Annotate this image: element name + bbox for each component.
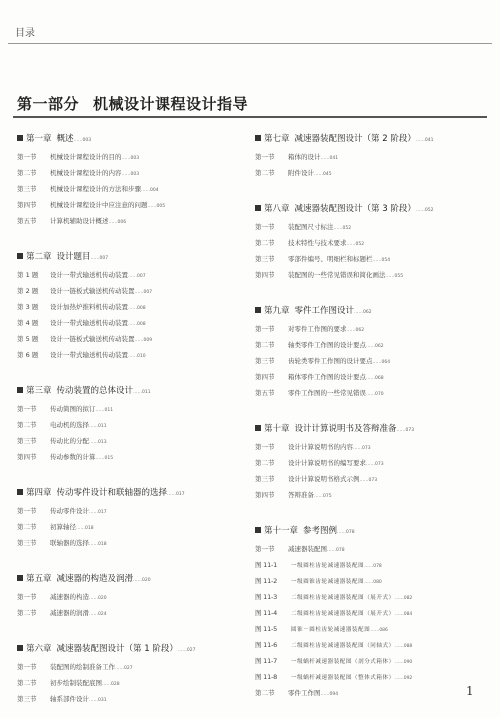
toc-section[interactable] [17, 216, 242, 232]
toc-chapter[interactable] [17, 486, 242, 500]
page-ref: ……013 [89, 440, 107, 445]
section-number: 第二节 [255, 239, 275, 247]
section-number: 第四节 [17, 453, 37, 461]
section-title: 传动比的分配 [50, 437, 89, 445]
figure-number: 图 11-6 [255, 641, 278, 649]
toc-section[interactable] [17, 522, 242, 538]
page-ref: ……007 [128, 274, 146, 279]
section-title: 电动机的选择 [50, 421, 89, 429]
toc-section[interactable] [255, 238, 490, 254]
section-number: 第 5 题 [17, 335, 39, 343]
toc-figure[interactable] [255, 672, 490, 688]
chapter-bullet-icon [17, 489, 23, 495]
section-number: 第一节 [255, 325, 275, 333]
figure-number: 图 11-7 [255, 657, 278, 665]
toc-section[interactable] [17, 452, 242, 468]
page-ref: ……017 [167, 492, 185, 497]
section-title: 设计一带式输送机传动装置 [50, 271, 128, 279]
figure-number: 图 11-2 [255, 577, 278, 585]
figure-title: 一级圆锥齿轮减速器装配图 [291, 579, 365, 585]
section-title: 传动参数的计算 [50, 453, 96, 461]
toc-section[interactable] [17, 318, 242, 334]
section-number: 第 3 题 [17, 303, 39, 311]
chapter-number: 第十一章 [264, 526, 299, 536]
chapter-bullet-icon [255, 205, 261, 211]
figure-number: 图 11-8 [255, 673, 278, 681]
section-number: 第 4 题 [17, 319, 39, 327]
toc-chapter[interactable] [255, 524, 490, 538]
figure-title: 一级蜗杆减速器装配图（剖分式箱体） [291, 659, 395, 665]
toc-chapter[interactable] [255, 202, 490, 216]
toc-section[interactable] [17, 506, 242, 522]
section-title: 设计一链板式输送机传动装置 [50, 287, 135, 295]
toc-chapter[interactable] [17, 642, 242, 656]
page-ref: ……028 [102, 682, 120, 687]
toc-section[interactable] [17, 350, 242, 366]
figure-title: 一级蜗杆减速器装配图（整体式箱体） [291, 675, 395, 681]
part-title: 机械设计课程设计指导 [93, 95, 249, 113]
figure-title: 二级圆柱齿轮减速器装配图（展开式） [291, 611, 395, 617]
toc-gap [255, 286, 490, 304]
section-title: 减速器装配图 [288, 545, 327, 553]
section-number: 第二节 [17, 421, 37, 429]
chapter-number: 第九章 [264, 306, 290, 316]
chapter-number: 第五章 [26, 574, 52, 584]
section-number: 第二节 [17, 523, 37, 531]
chapter-number: 第三章 [26, 386, 52, 396]
chapter-number: 第六章 [26, 644, 52, 654]
figure-number: 图 11-5 [255, 625, 278, 633]
section-number: 第四节 [255, 271, 275, 279]
page-ref: ……007 [90, 256, 109, 261]
section-number: 第三节 [17, 185, 37, 193]
section-number: 第二节 [255, 689, 275, 697]
page-ref: ……003 [73, 138, 92, 143]
section-title: 传动零件设计 [50, 507, 89, 515]
page-ref: ……007 [134, 290, 153, 295]
toc-figure[interactable] [255, 656, 490, 672]
page-ref: ……088 [394, 644, 413, 649]
chapter-title: 参考图例 [303, 526, 338, 536]
toc-section[interactable] [17, 404, 242, 420]
section-number: 第 6 题 [17, 351, 39, 359]
section-title: 联轴器的选择 [50, 539, 89, 547]
page-ref: ……031 [89, 698, 107, 703]
section-number: 第二节 [255, 341, 275, 349]
page-ref: ……009 [134, 338, 153, 343]
page-ref: ……052 [346, 242, 365, 247]
toc-section[interactable] [255, 458, 490, 474]
page-ref: ……008 [128, 322, 146, 327]
section-number: 第四节 [255, 491, 275, 499]
section-title: 设计一带式输送机传动装置 [50, 319, 128, 327]
toc-figure[interactable] [255, 592, 490, 608]
chapter-number: 第八章 [264, 204, 290, 214]
toc-gap [17, 468, 242, 486]
section-title: 减速器的构造 [50, 593, 89, 601]
section-title: 装配图的一些常见错误和简化画法 [288, 271, 386, 279]
page-ref: ……005 [147, 204, 166, 209]
section-title: 装配图尺寸标注 [288, 223, 334, 231]
toc-column-right [255, 132, 490, 704]
section-title: 轴类零件工作图的设计要点 [288, 341, 366, 349]
toc-section[interactable] [17, 662, 242, 678]
section-number: 第三节 [17, 695, 37, 703]
chapter-title: 减速器装配图设计（第 3 阶段） [294, 204, 416, 214]
toc-section[interactable] [17, 538, 242, 554]
chapter-number: 第十章 [264, 424, 290, 434]
chapter-bullet-icon [255, 425, 261, 431]
chapter-bullet-icon [255, 307, 261, 313]
chapter-title: 减速器装配图设计（第 2 阶段） [294, 134, 416, 144]
chapter-bullet-icon [17, 387, 23, 393]
section-number: 第一节 [255, 545, 275, 553]
chapter-title: 零件工作图设计 [294, 306, 355, 316]
page-ref: ……024 [89, 612, 107, 617]
figure-number: 图 11-3 [255, 593, 278, 601]
chapter-bullet-icon [17, 645, 23, 651]
toc-section[interactable] [17, 200, 242, 216]
toc-section[interactable] [255, 442, 490, 458]
page-ref: ……086 [370, 628, 388, 633]
page-ref: ……018 [89, 542, 107, 547]
chapter-number: 第二章 [26, 252, 52, 262]
figure-number: 图 11-1 [255, 561, 278, 569]
page-ref: ……018 [76, 526, 94, 531]
toc-gap [17, 232, 242, 250]
section-title: 机械设计课程设计中应注意的问题 [50, 201, 148, 209]
section-number: 第三节 [17, 437, 37, 445]
toc-section[interactable] [255, 490, 490, 506]
page-ref: ……080 [364, 580, 382, 585]
toc-section[interactable] [255, 270, 490, 286]
page-ref: ……084 [394, 612, 413, 617]
toc-section[interactable] [255, 340, 490, 356]
figure-title: 圆锥－圆柱齿轮减速器装配图 [291, 627, 371, 633]
chapter-title: 设计计算说明书及答辩准备 [294, 424, 397, 434]
section-number: 第一节 [17, 507, 37, 515]
page-ref: ……092 [394, 676, 413, 681]
section-number: 第二节 [17, 679, 37, 687]
page-ref: ……073 [353, 446, 371, 451]
toc-figure[interactable] [255, 640, 490, 656]
toc-figure[interactable] [255, 608, 490, 624]
toc-gap [17, 554, 242, 572]
page-ref: ……020 [89, 596, 107, 601]
toc-section[interactable] [255, 254, 490, 270]
toc-chapter[interactable] [17, 250, 242, 264]
section-number: 第一节 [17, 593, 37, 601]
section-title: 齿轮类零件工作图的设计要点 [288, 357, 373, 365]
chapter-title: 传动装置的总体设计 [56, 386, 134, 396]
toc-section[interactable] [17, 694, 242, 710]
toc-figure[interactable] [255, 576, 490, 592]
section-number: 第一节 [17, 405, 37, 413]
section-number: 第一节 [255, 153, 275, 161]
figure-title: 一级圆柱齿轮减速器装配图 [291, 563, 365, 569]
toc-chapter[interactable] [17, 384, 242, 398]
page-ref: ……027 [177, 648, 196, 653]
toc-gap [17, 366, 242, 384]
page-ref: ……073 [396, 428, 415, 433]
page-number: 1 [466, 684, 474, 698]
figure-number: 图 11-4 [255, 609, 278, 617]
part-rule [13, 116, 487, 118]
section-title: 传动简图的拟订 [50, 405, 96, 413]
section-title: 机械设计课程设计的内容 [50, 169, 122, 177]
section-number: 第四节 [17, 201, 37, 209]
toc-section[interactable] [17, 302, 242, 318]
section-number: 第一节 [255, 443, 275, 451]
section-title: 减速器的润滑 [50, 609, 89, 617]
toc-section[interactable] [17, 592, 242, 608]
section-title: 对零件工作图的要求 [288, 325, 347, 333]
section-number: 第四节 [255, 373, 275, 381]
toc-section[interactable] [255, 152, 490, 168]
page-ref: ……027 [115, 666, 133, 671]
toc-chapter[interactable] [255, 304, 490, 318]
chapter-number: 第四章 [26, 488, 52, 498]
section-title: 设计加热炉推料机传动装置 [50, 303, 128, 311]
chapter-title: 设计题目 [56, 252, 91, 262]
page-ref: ……015 [95, 456, 114, 461]
toc-section[interactable] [255, 222, 490, 238]
section-title: 箱体零件工作图的设计要点 [288, 373, 366, 381]
page-ref: ……073 [366, 462, 384, 467]
page-ref: ……090 [394, 660, 413, 665]
section-number: 第一节 [255, 223, 275, 231]
toc-gap [255, 404, 490, 422]
page-ref: ……055 [385, 274, 404, 279]
toc-chapter[interactable] [255, 132, 490, 146]
toc-chapter[interactable] [17, 572, 242, 586]
part-heading [17, 93, 248, 114]
toc-section[interactable] [255, 474, 490, 490]
toc-section[interactable] [255, 168, 490, 184]
toc-section[interactable] [17, 270, 242, 286]
section-title: 设计计算说明书的内容 [288, 443, 353, 451]
section-number: 第五节 [255, 389, 275, 397]
toc-section[interactable] [17, 286, 242, 302]
section-title: 设计一带式输送机传动装置 [50, 351, 128, 359]
section-title: 机械设计课程设计的目的 [50, 153, 122, 161]
section-title: 零件工作图的一些常见错误 [288, 389, 366, 397]
section-title: 技术特性与技术要求 [288, 239, 347, 247]
toc-section[interactable] [17, 168, 242, 184]
toc-section[interactable] [17, 678, 242, 694]
toc-section[interactable] [255, 388, 490, 404]
section-number: 第三节 [255, 357, 275, 365]
toc-chapter[interactable] [17, 132, 242, 146]
chapter-bullet-icon [17, 135, 23, 141]
section-number: 第二节 [17, 169, 37, 177]
toc-section[interactable] [255, 324, 490, 340]
toc-column-left [17, 132, 242, 710]
page-ref: ……020 [133, 578, 151, 583]
figure-title: 二级圆柱齿轮减速器装配图（展开式） [291, 595, 395, 601]
section-number: 第 1 题 [17, 271, 39, 279]
page-ref: ……068 [366, 376, 384, 381]
toc-gap [255, 184, 490, 202]
page-ref: ……011 [89, 424, 107, 429]
page-ref: ……011 [133, 390, 151, 395]
header-title: 目录 [15, 28, 35, 39]
section-title: 箱体的设计 [288, 153, 321, 161]
figure-title: 二级圆柱齿轮减速器装配图（同轴式） [291, 643, 395, 649]
section-title: 设计计算说明书的编写要求 [288, 459, 366, 467]
chapter-bullet-icon [17, 575, 23, 581]
section-number: 第五节 [17, 217, 37, 225]
page-ref: ……010 [128, 354, 146, 359]
toc-section[interactable] [17, 420, 242, 436]
section-number: 第二节 [255, 459, 275, 467]
page-ref: ……062 [366, 344, 384, 349]
section-title: 轴系部件设计 [50, 695, 89, 703]
section-title: 零件工作图 [288, 689, 321, 697]
toc-section[interactable] [17, 608, 242, 624]
toc-figure[interactable] [255, 624, 490, 640]
page-ref: ……003 [121, 172, 140, 177]
page-ref: ……003 [121, 156, 140, 161]
section-title: 计算机辅助设计概述 [50, 217, 109, 225]
chapter-bullet-icon [17, 253, 23, 259]
page-ref: ……062 [354, 310, 372, 315]
chapter-title: 传动零件设计和联轴器的选择 [56, 488, 168, 498]
section-number: 第三节 [17, 539, 37, 547]
toc-section[interactable] [255, 544, 490, 560]
section-number: 第一节 [17, 153, 37, 161]
section-title: 设计一链板式输送机传动装置 [50, 335, 135, 343]
section-number: 第三节 [255, 475, 275, 483]
page-ref: ……041 [320, 156, 339, 161]
section-number: 第一节 [17, 663, 37, 671]
chapter-title: 概述 [56, 134, 74, 144]
toc-gap [17, 624, 242, 642]
section-title: 答辩准备 [288, 491, 314, 499]
page-ref: ……054 [372, 258, 391, 263]
page-ref: ……011 [95, 408, 114, 413]
page-ref: ……041 [415, 138, 434, 143]
section-title: 装配图的绘制准备工作 [50, 663, 115, 671]
section-title: 机械设计课程设计的方法和步骤 [50, 185, 141, 193]
chapter-title: 减速器装配图设计（第 1 阶段） [56, 644, 178, 654]
toc-figure[interactable] [255, 560, 490, 576]
chapter-title: 减速器的构造及润滑 [56, 574, 134, 584]
toc-section[interactable] [255, 356, 490, 372]
page-ref: ……070 [366, 392, 384, 397]
page-ref: ……052 [333, 226, 352, 231]
page-ref: ……052 [415, 208, 434, 213]
page-ref: ……008 [128, 306, 146, 311]
toc-gap [255, 506, 490, 524]
page-ref: ……094 [320, 692, 339, 697]
page-ref: ……006 [108, 220, 127, 225]
page-ref: ……062 [346, 328, 365, 333]
chapter-bullet-icon [255, 135, 261, 141]
toc-section[interactable] [17, 184, 242, 200]
section-number: 第二节 [255, 169, 275, 177]
part-label: 第一部分 [17, 95, 80, 113]
page-ref: ……045 [314, 172, 332, 177]
chapter-number: 第七章 [264, 134, 290, 144]
toc-section[interactable] [17, 152, 242, 168]
page-ref: ……073 [359, 478, 378, 483]
section-number: 第 2 题 [17, 287, 39, 295]
toc-section[interactable] [255, 688, 490, 704]
section-number: 第三节 [255, 255, 275, 263]
section-title: 设计计算说明书格式示例 [288, 475, 360, 483]
section-title: 初步绘制装配底图 [50, 679, 102, 687]
page-ref: ……064 [372, 360, 391, 365]
chapter-bullet-icon [255, 527, 261, 533]
section-title: 附件设计 [288, 169, 314, 177]
page-ref: ……078 [364, 564, 382, 569]
toc-section[interactable] [17, 334, 242, 350]
page-ref: ……078 [337, 530, 355, 535]
page-ref: ……017 [89, 510, 107, 515]
chapter-number: 第一章 [26, 134, 52, 144]
page-ref: ……004 [141, 188, 159, 193]
header-rule [8, 43, 492, 44]
page-ref: ……082 [394, 596, 413, 601]
toc-section[interactable] [255, 372, 490, 388]
section-number: 第二节 [17, 609, 37, 617]
section-title: 初算轴径 [50, 523, 76, 531]
toc-section[interactable] [17, 436, 242, 452]
toc-chapter[interactable] [255, 422, 490, 436]
page-ref: ……075 [314, 494, 332, 499]
page-ref: ……078 [327, 548, 345, 553]
section-title: 零部件编号、明细栏和标题栏 [288, 255, 373, 263]
